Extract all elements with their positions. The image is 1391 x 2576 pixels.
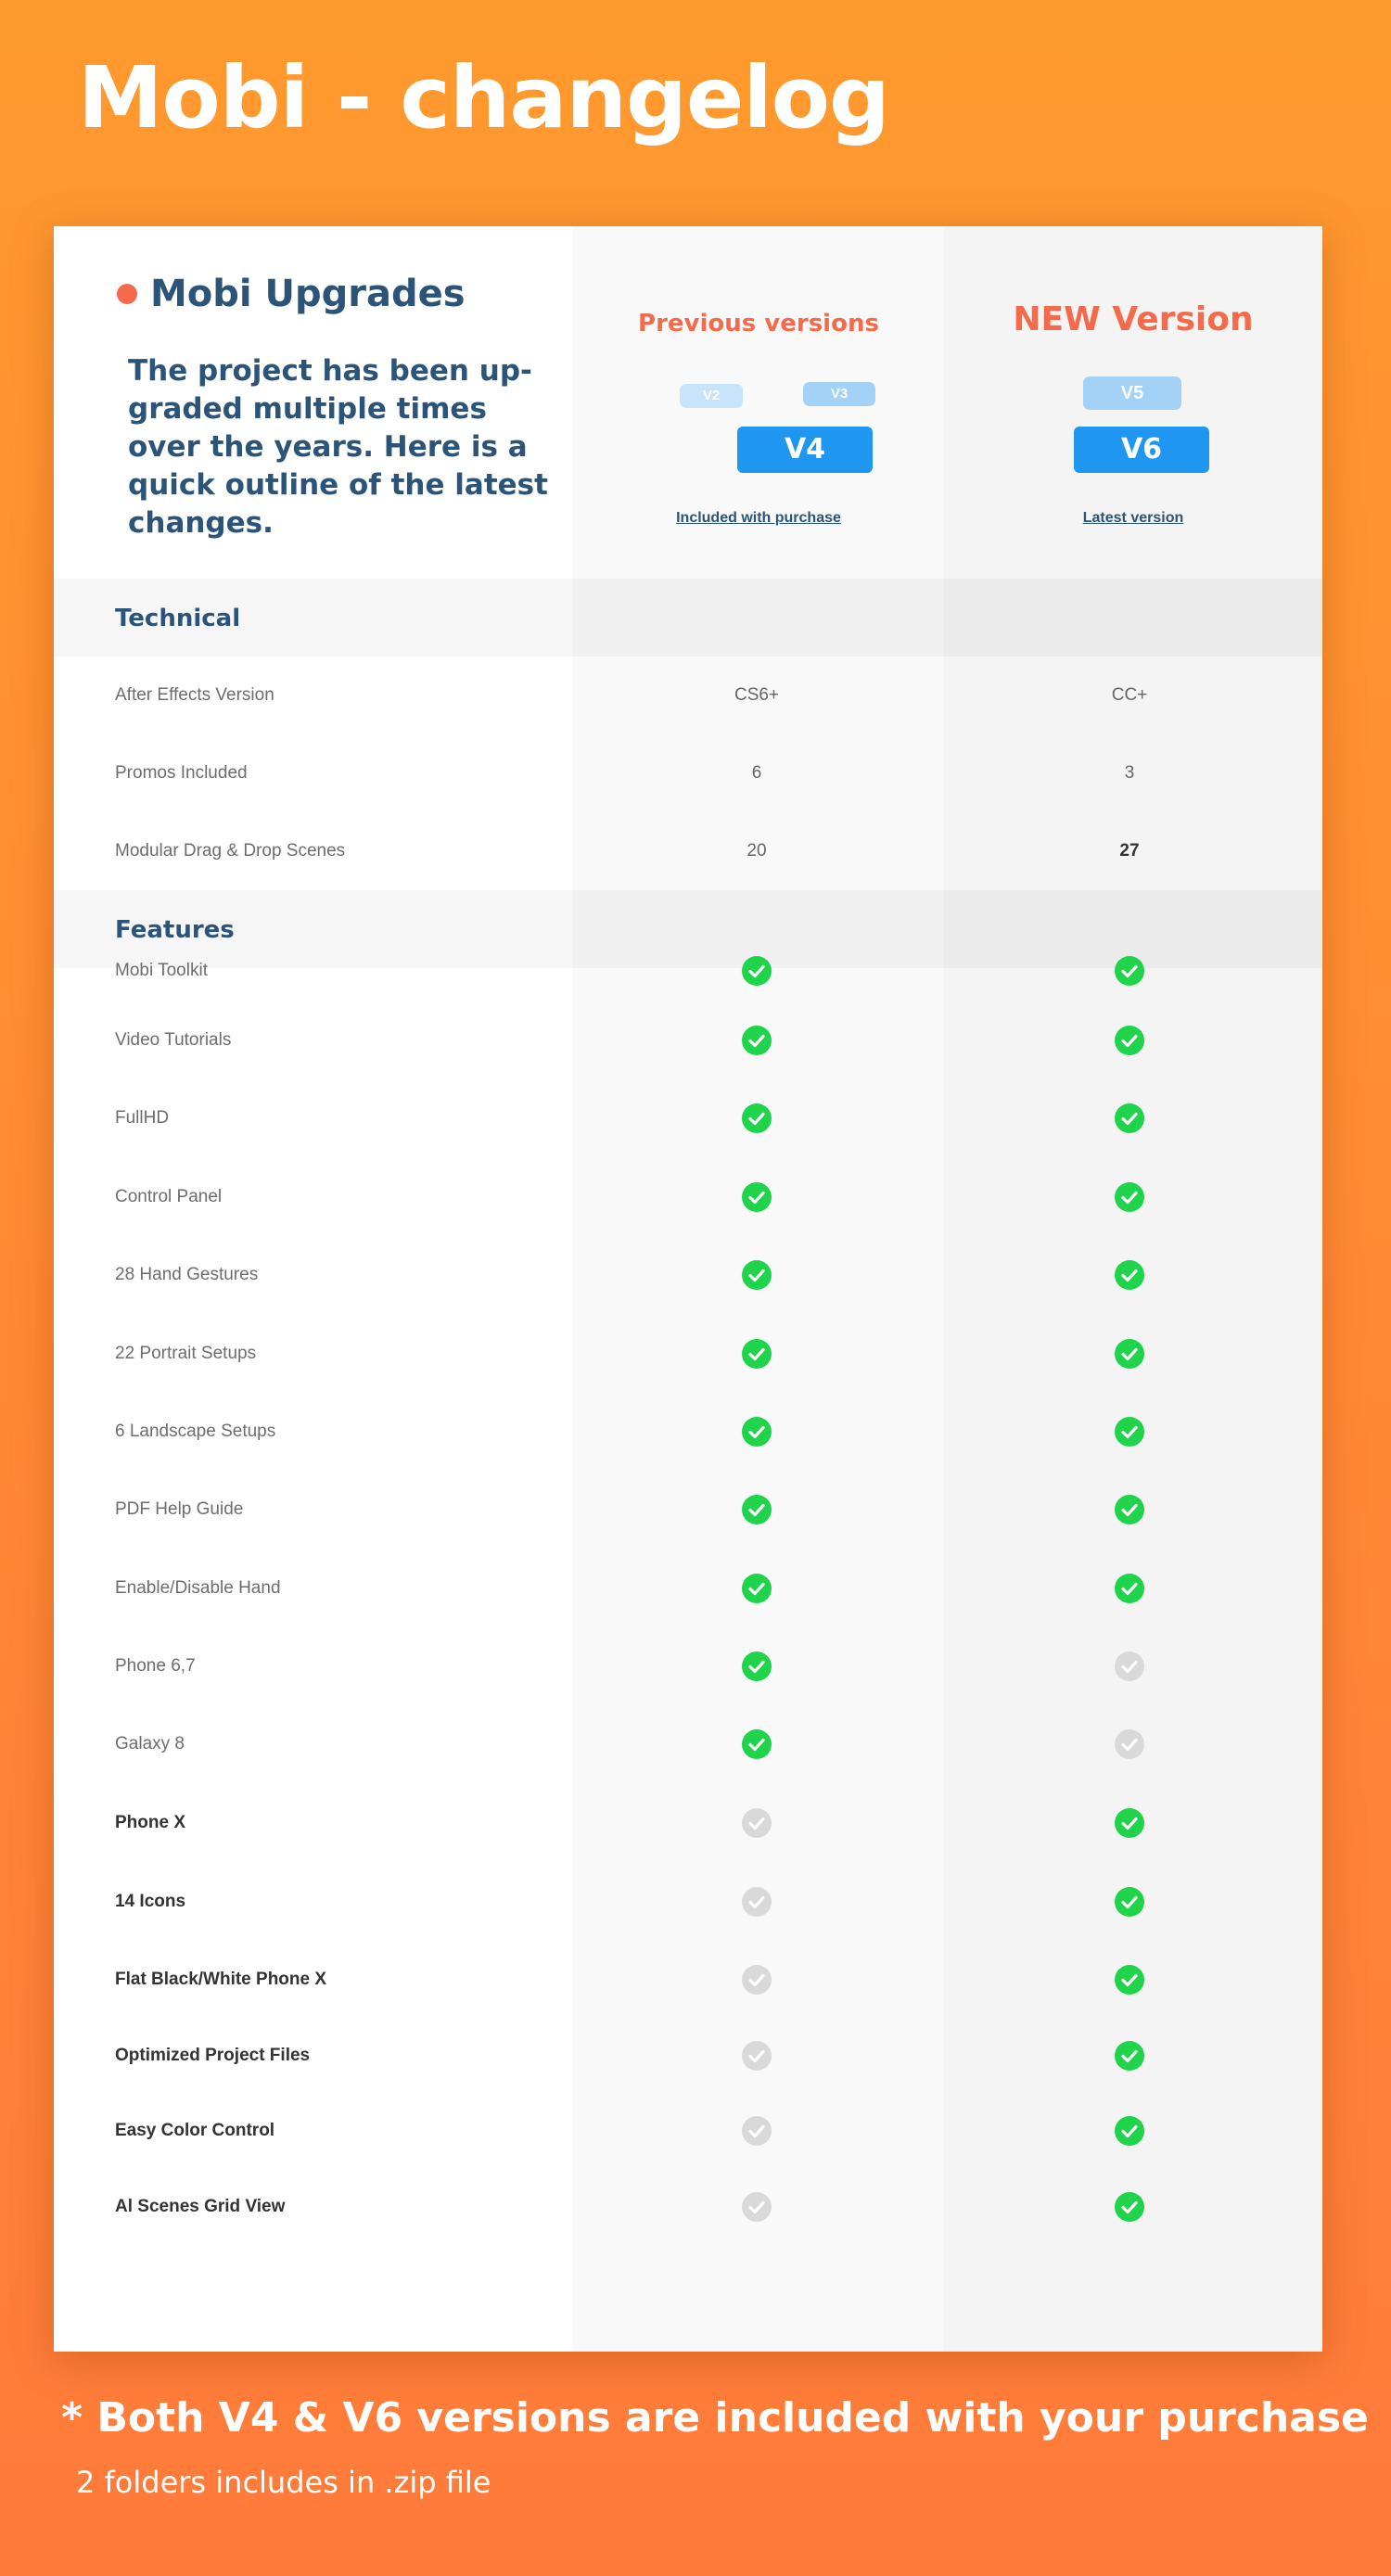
changelog-card bbox=[54, 226, 1322, 2352]
feature-row-label: Easy Color Control bbox=[115, 2121, 275, 2140]
technical-row-label: After Effects Version bbox=[115, 685, 274, 705]
check-icon bbox=[1115, 1103, 1144, 1133]
footer-note: * Both V4 & V6 versions are included with your purchase bbox=[61, 2394, 1369, 2442]
check-icon bbox=[1115, 1495, 1144, 1524]
check-icon bbox=[742, 1103, 772, 1133]
technical-row bbox=[54, 734, 1322, 812]
upgrades-description: The project has been up-graded multiple times over the years. Here is a quick outline of the latest changes. bbox=[128, 354, 548, 540]
feature-row bbox=[54, 1236, 1322, 1314]
technical-section-title: Technical bbox=[115, 605, 241, 632]
feature-row-label: Video Tutorials bbox=[115, 1030, 232, 1050]
technical-row bbox=[54, 812, 1322, 890]
check-icon bbox=[742, 1651, 772, 1681]
check-icon bbox=[742, 956, 772, 986]
feature-row bbox=[54, 2017, 1322, 2095]
feature-row-label: Al Scenes Grid View bbox=[115, 2197, 286, 2216]
technical-row-label: Modular Drag & Drop Scenes bbox=[115, 841, 346, 861]
version-v6-badge: V6 bbox=[1074, 427, 1209, 473]
feature-row bbox=[54, 1784, 1322, 1862]
feature-row bbox=[54, 1393, 1322, 1471]
feature-row-label: Enable/Disable Hand bbox=[115, 1578, 281, 1598]
new-value: 3 bbox=[1124, 763, 1135, 783]
check-icon bbox=[1115, 1339, 1144, 1369]
check-icon bbox=[742, 1339, 772, 1369]
new-value: 27 bbox=[1119, 841, 1140, 861]
check-icon bbox=[1115, 1965, 1144, 1995]
latest-version-link[interactable]: Latest version bbox=[1082, 510, 1184, 526]
previous-versions-header bbox=[573, 226, 944, 579]
check-disabled-icon bbox=[742, 1808, 772, 1838]
check-disabled-icon bbox=[742, 2041, 772, 2071]
check-icon bbox=[742, 1574, 772, 1603]
feature-row bbox=[54, 932, 1322, 1010]
feature-row-label: 22 Portrait Setups bbox=[115, 1344, 257, 1363]
feature-row-label: Phone X bbox=[115, 1813, 186, 1832]
previous-versions-title: Previous versions bbox=[638, 310, 879, 338]
footer-subnote: 2 folders includes in .zip file bbox=[76, 2465, 491, 2500]
check-icon bbox=[742, 1417, 772, 1447]
feature-row bbox=[54, 1941, 1322, 2019]
check-disabled-icon bbox=[742, 2192, 772, 2222]
check-icon bbox=[742, 1729, 772, 1759]
check-icon bbox=[1115, 1887, 1144, 1917]
feature-row-label: Galaxy 8 bbox=[115, 1734, 185, 1753]
previous-value: CS6+ bbox=[734, 685, 780, 705]
check-icon bbox=[1115, 1026, 1144, 1055]
check-icon bbox=[1115, 1260, 1144, 1290]
check-icon bbox=[1115, 2041, 1144, 2071]
feature-row bbox=[54, 1158, 1322, 1236]
feature-row bbox=[54, 1001, 1322, 1079]
bullet-dot-icon bbox=[117, 284, 137, 304]
check-icon bbox=[1115, 1574, 1144, 1603]
check-icon bbox=[742, 1495, 772, 1524]
feature-row-label: 14 Icons bbox=[115, 1892, 186, 1911]
feature-row-label: Mobi Toolkit bbox=[115, 961, 208, 980]
feature-row-label: Optimized Project Files bbox=[115, 2046, 311, 2065]
technical-row-label: Promos Included bbox=[115, 763, 248, 783]
feature-row bbox=[54, 1079, 1322, 1157]
feature-row bbox=[54, 1549, 1322, 1627]
feature-row-label: Control Panel bbox=[115, 1187, 223, 1206]
feature-row bbox=[54, 1863, 1322, 1941]
feature-row bbox=[54, 2168, 1322, 2246]
check-icon bbox=[1115, 2192, 1144, 2222]
check-icon bbox=[1115, 1182, 1144, 1212]
included-with-purchase-link[interactable]: Included with purchase bbox=[676, 510, 841, 526]
check-disabled-icon bbox=[742, 1887, 772, 1917]
new-version-header bbox=[944, 226, 1322, 579]
features-section-title: Features bbox=[115, 916, 235, 944]
version-v4-badge: V4 bbox=[737, 427, 873, 473]
feature-row bbox=[54, 1627, 1322, 1705]
check-icon bbox=[1115, 1417, 1144, 1447]
check-icon bbox=[1115, 2116, 1144, 2146]
feature-row bbox=[54, 2092, 1322, 2170]
technical-row bbox=[54, 657, 1322, 734]
check-icon bbox=[742, 1182, 772, 1212]
feature-row-label: Flat Black/White Phone X bbox=[115, 1970, 327, 1989]
version-chip-v2: V2 bbox=[680, 384, 743, 408]
version-chip-v5: V5 bbox=[1083, 376, 1181, 410]
feature-row-label: 28 Hand Gestures bbox=[115, 1265, 259, 1284]
previous-value: 6 bbox=[751, 763, 762, 783]
new-version-title: NEW Version bbox=[1013, 300, 1254, 338]
check-icon bbox=[742, 1026, 772, 1055]
feature-row-label: Phone 6,7 bbox=[115, 1656, 196, 1676]
check-icon bbox=[1115, 1808, 1144, 1838]
check-disabled-icon bbox=[1115, 1729, 1144, 1759]
page-title: Mobi - changelog bbox=[78, 48, 889, 147]
upgrades-title: Mobi Upgrades bbox=[150, 273, 466, 315]
check-disabled-icon bbox=[1115, 1651, 1144, 1681]
feature-row-label: PDF Help Guide bbox=[115, 1499, 244, 1519]
feature-row bbox=[54, 1471, 1322, 1549]
feature-row-label: FullHD bbox=[115, 1108, 170, 1128]
check-icon bbox=[742, 1260, 772, 1290]
previous-value: 20 bbox=[747, 841, 767, 861]
check-icon bbox=[1115, 956, 1144, 986]
new-value: CC+ bbox=[1111, 685, 1148, 705]
feature-row bbox=[54, 1315, 1322, 1393]
version-chip-v3: V3 bbox=[803, 382, 875, 406]
feature-row-label: 6 Landscape Setups bbox=[115, 1422, 276, 1441]
feature-row bbox=[54, 1705, 1322, 1783]
technical-section-header bbox=[54, 579, 1322, 657]
check-disabled-icon bbox=[742, 1965, 772, 1995]
check-disabled-icon bbox=[742, 2116, 772, 2146]
